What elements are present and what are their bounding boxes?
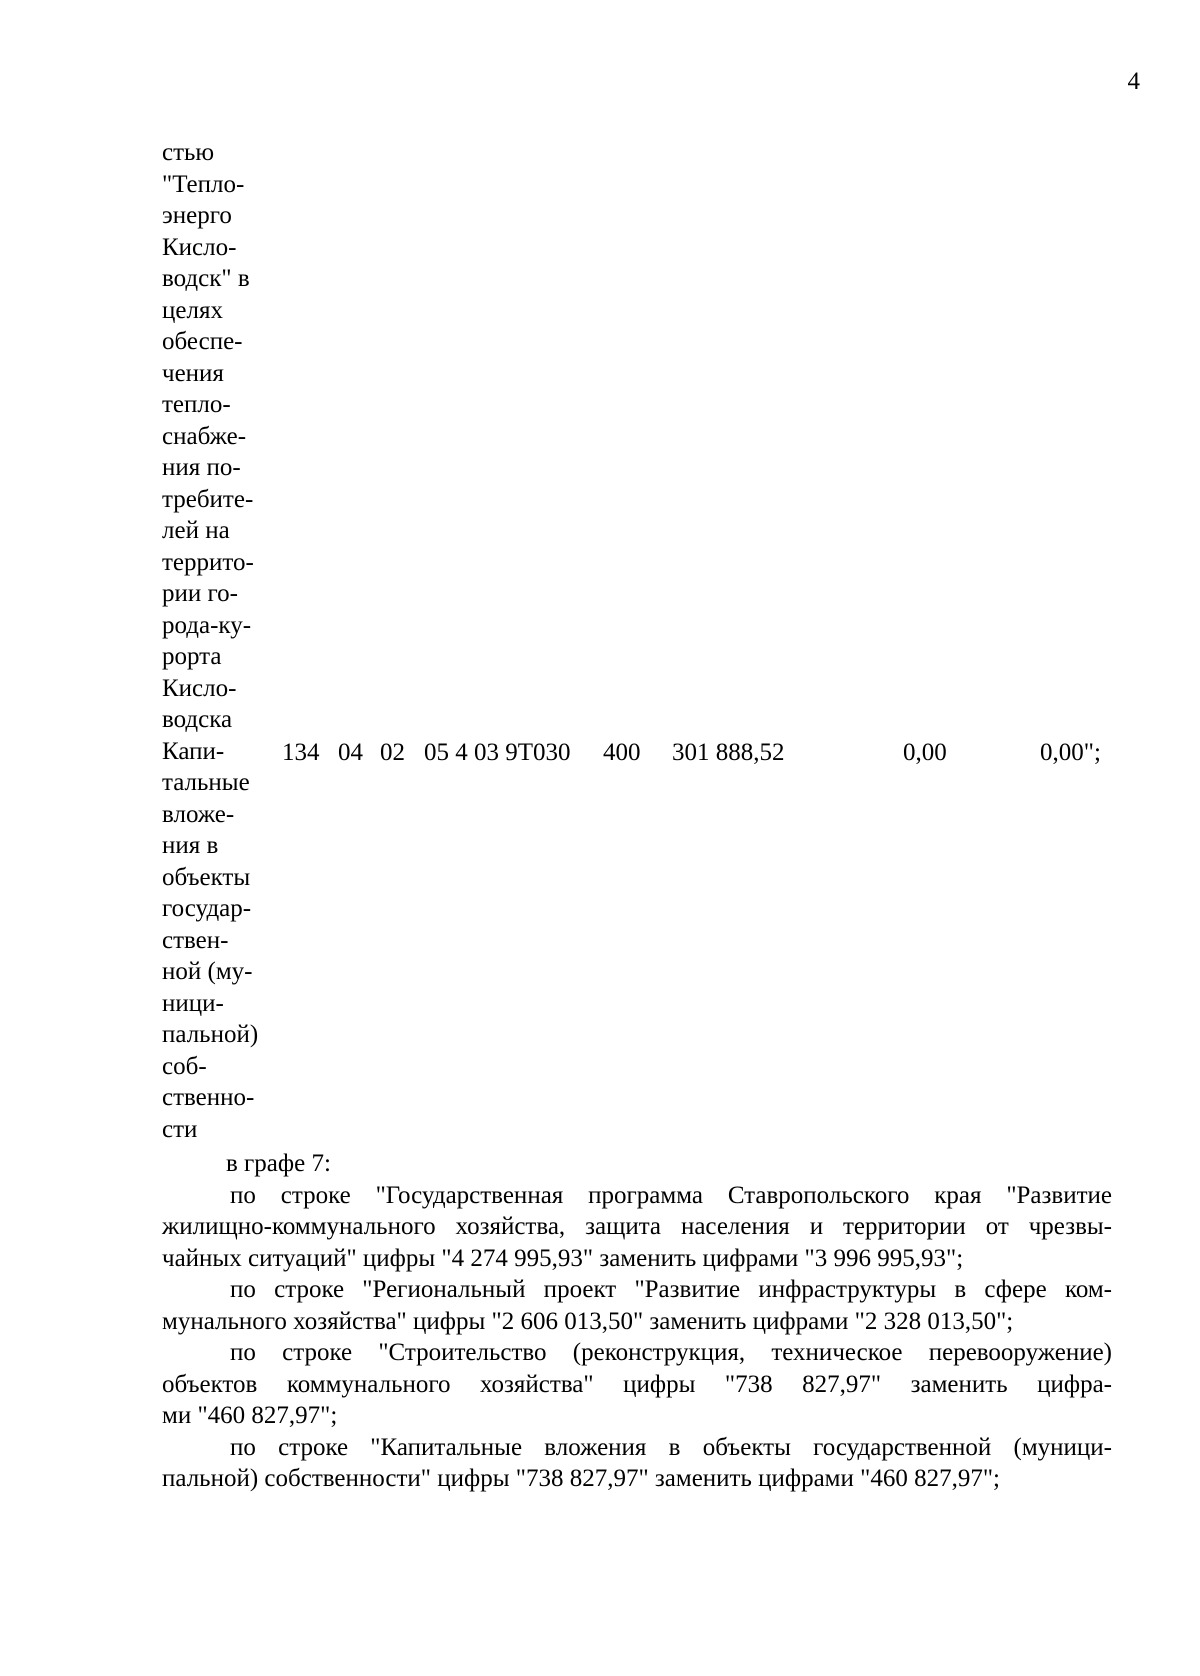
cell-line: чения — [162, 359, 224, 387]
row-name-line: Капи- — [162, 737, 225, 765]
text-line: объектов коммунального хозяйства" цифры "738 827,97" заменить цифра- — [162, 1370, 1112, 1398]
cell-line: стью — [162, 139, 215, 166]
row-name-line: пальной) — [162, 1021, 259, 1048]
cell-line: требите- — [162, 485, 254, 513]
text-line: по строке "Строительство (реконструкция, техническое перевооружение) — [230, 1339, 1112, 1366]
cell-line: ния по- — [162, 454, 241, 481]
cell-target: 05 4 03 9Т030 — [424, 739, 571, 766]
cell-line: "Тепло- — [162, 170, 245, 198]
row-name-line: ствен- — [162, 926, 229, 954]
cell-line: тепло- — [162, 391, 231, 418]
table-first-column — [162, 137, 277, 1145]
cell-line: водск" в — [162, 265, 250, 292]
cell-subsection: 02 — [380, 739, 405, 766]
text-line: ми "460 827,97"; — [162, 1402, 338, 1429]
cell-line: Кисло- — [162, 233, 237, 261]
cell-line: рорта — [162, 643, 222, 670]
row-name-line: ници- — [162, 989, 224, 1017]
row-name-line: ственно- — [162, 1084, 255, 1111]
cell-line: террито- — [162, 548, 254, 576]
cell-expense-type: 400 — [603, 739, 641, 766]
cell-line: водска — [162, 706, 233, 733]
text-line: пальной) собственности" цифры "738 827,97" заменить цифрами "460 827,97"; — [162, 1465, 1000, 1492]
text-line: мунального хозяйства" цифры "2 606 013,50" заменить цифрами "2 328 013,50"; — [162, 1307, 1014, 1335]
row-name-line: ния в — [162, 832, 219, 859]
paragraph-4 — [162, 1432, 1112, 1495]
text-line: чайных ситуаций" цифры "4 274 995,93" заменить цифрами "3 996 995,93"; — [162, 1244, 964, 1272]
paragraph-3 — [162, 1337, 1112, 1432]
row-name-line: объекты — [162, 863, 251, 891]
paragraph-1 — [162, 1180, 1112, 1275]
amendment-text — [162, 1148, 1112, 1495]
page-number: 4 — [1127, 68, 1140, 95]
cell-ministry: 134 — [282, 739, 320, 766]
cell-line: рода-ку- — [162, 611, 252, 639]
cell-line: обеспе- — [162, 328, 243, 355]
graph-heading: в графе 7: — [226, 1150, 331, 1177]
text-line: по строке "Региональный проект "Развитие инфраструктуры в сфере ком- — [230, 1276, 1112, 1303]
cell-line: лей на — [162, 517, 230, 544]
cell-line: рии го- — [162, 580, 238, 607]
row-name-line: ной (му- — [162, 958, 253, 985]
row-name-line: государ- — [162, 895, 252, 922]
row-name-line: тальные — [162, 769, 250, 796]
row-name-line: соб- — [162, 1052, 207, 1080]
cell-amount-1: 301 888,52 — [672, 739, 785, 766]
cell-amount-3: 0,00"; — [1040, 739, 1101, 766]
row-name-line: вложе- — [162, 800, 235, 828]
text-line: по строке "Государственная программа Ставропольского края "Развитие — [230, 1181, 1112, 1209]
cell-amount-2: 0,00 — [903, 739, 947, 766]
row-name-line: сти — [162, 1115, 198, 1143]
cell-line: целях — [162, 296, 223, 324]
cell-line: снабже- — [162, 422, 247, 450]
cell-section: 04 — [338, 739, 363, 766]
paragraph-2 — [162, 1274, 1112, 1337]
text-line: по строке "Капитальные вложения в объекты государственной (муници- — [230, 1433, 1112, 1461]
cell-line: энерго — [162, 202, 232, 229]
cell-line: Кисло- — [162, 674, 237, 702]
text-line: жилищно-коммунального хозяйства, защита населения и территории от чрезвы- — [162, 1213, 1112, 1240]
